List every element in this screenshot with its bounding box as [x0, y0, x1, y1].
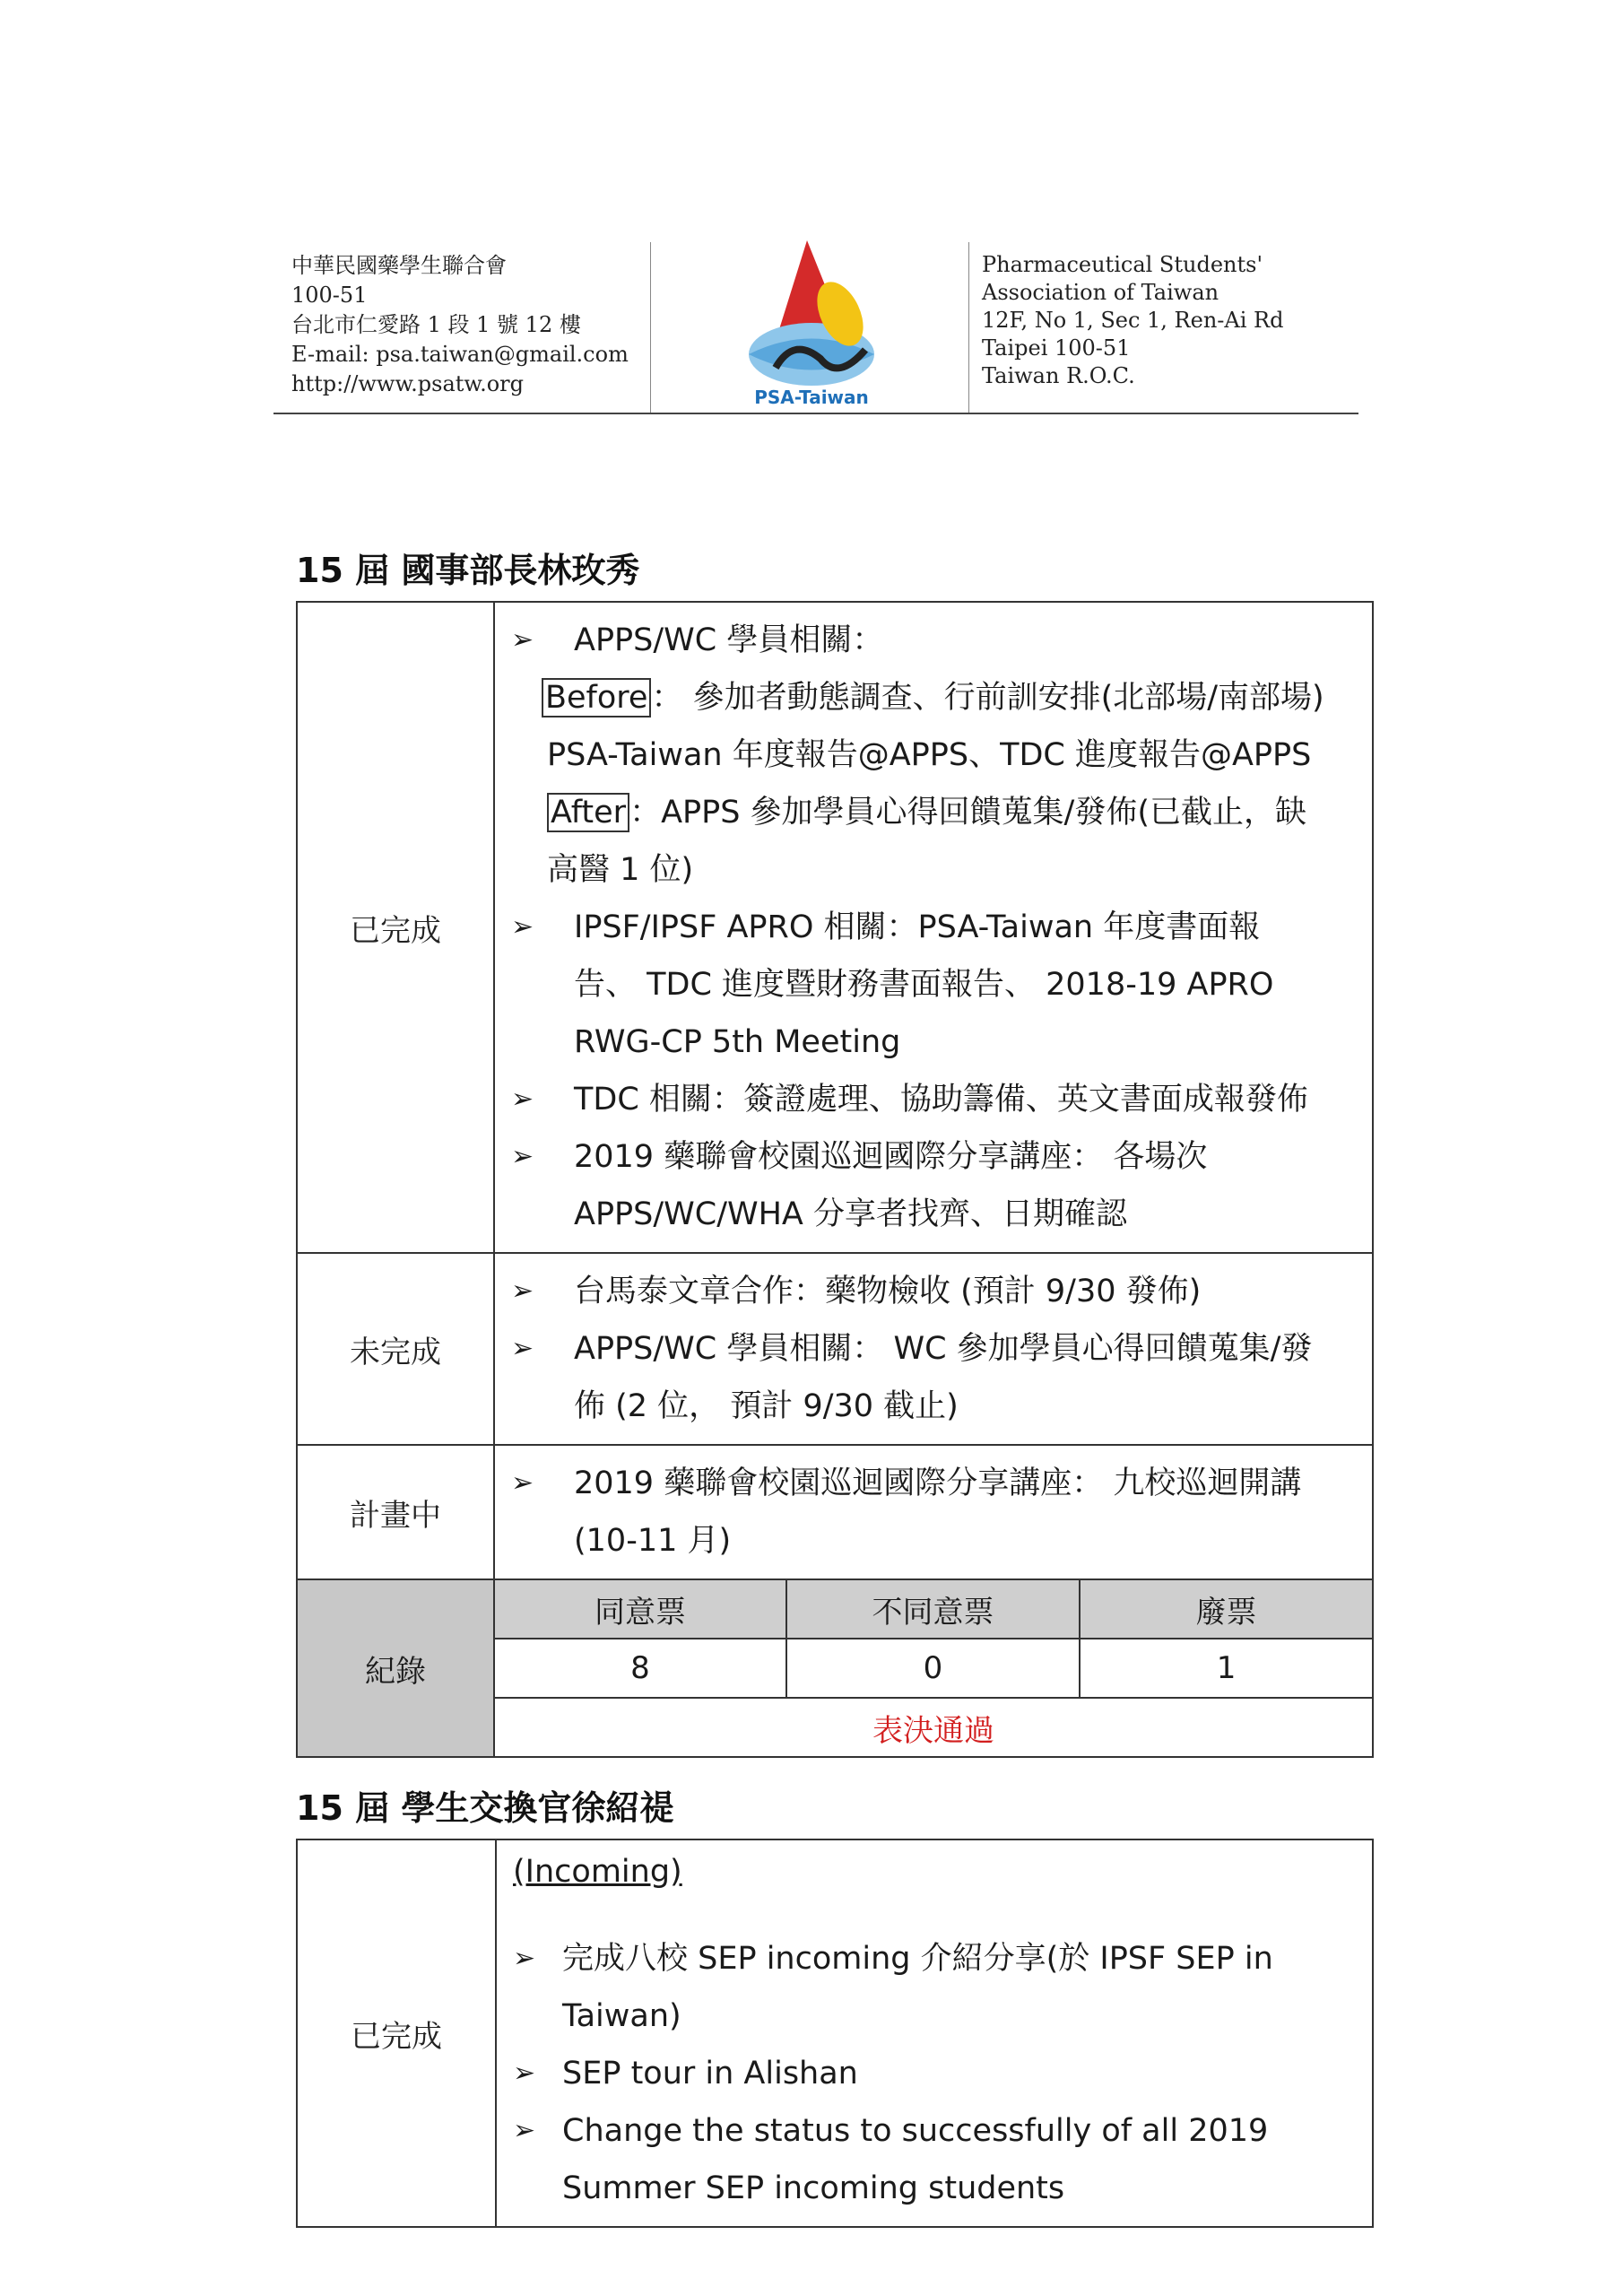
letterhead-left — [291, 251, 629, 399]
letterhead-divider-right — [968, 242, 969, 413]
list-item: ➢ IPSF/IPSF APRO 相關：PSA-Taiwan 年度書面報 — [511, 899, 1354, 956]
vote-header-row — [297, 1579, 1373, 1639]
arrowhead-bullet-icon: ➢ — [511, 1141, 534, 1172]
before-line: Before ： 參加者動態調查、行前訓安排(北部場/南部場) — [511, 669, 1354, 726]
list-item: ➢ Change the status to successfully of all 2019 — [513, 2102, 1354, 2160]
list-item-continuation: 告、 TDC 進度暨財務書面報告、 2018-19 APRO — [574, 967, 1274, 1003]
list-item-continuation: RWG-CP 5th Meeting — [574, 1024, 901, 1060]
vote-value-invalid: 1 — [1080, 1639, 1373, 1698]
completed-row — [297, 602, 1373, 1253]
arrowhead-bullet-icon: ➢ — [511, 624, 534, 656]
vote-header-agree: 同意票 — [494, 1579, 786, 1639]
exchange-completed-row — [297, 1839, 1373, 2227]
list-item-continuation: 佈 (2 位， 預計 9/30 截止) — [574, 1388, 959, 1424]
vote-value-disagree: 0 — [786, 1639, 1080, 1698]
psa-taiwan-logo — [722, 233, 901, 413]
incoming-heading: (Incoming) — [513, 1854, 682, 1890]
arrowhead-bullet-icon: ➢ — [511, 1467, 534, 1499]
after-continuation: 高醫 1 位) — [547, 852, 694, 888]
arrowhead-bullet-icon: ➢ — [511, 1333, 534, 1364]
arrowhead-bullet-icon: ➢ — [511, 1275, 534, 1307]
planning-label: 計畫中 — [297, 1445, 494, 1579]
arrowhead-bullet-icon: ➢ — [513, 1943, 536, 1974]
vote-header-invalid: 廢票 — [1080, 1579, 1373, 1639]
postal-code: 100-51 — [291, 283, 368, 308]
address-en-2: Taipei 100-51 — [982, 335, 1131, 361]
address-en-1: 12F, No 1, Sec 1, Ren-Ai Rd — [982, 308, 1284, 333]
before-tag: Before — [542, 678, 651, 718]
section1-table — [296, 601, 1374, 1758]
logo-text: PSA-Taiwan — [754, 387, 869, 408]
planning-row — [297, 1445, 1373, 1579]
list-item-continuation: (10-11 月) — [574, 1523, 732, 1559]
list-item: ➢ 2019 藥聯會校園巡迴國際分享講座： 九校巡迴開講 — [511, 1455, 1354, 1512]
address-zh: 台北市仁愛路 1 段 1 號 12 樓 — [291, 312, 581, 337]
vote-header-disagree: 不同意票 — [786, 1579, 1080, 1639]
letterhead — [273, 242, 1358, 414]
section2-title: 15 屆 學生交換官徐紹禔 — [296, 1788, 674, 1828]
org-name-en-2: Association of Taiwan — [982, 280, 1219, 305]
completed-content — [494, 602, 1373, 1253]
completed-label: 已完成 — [297, 602, 494, 1253]
list-item: ➢ 2019 藥聯會校園巡迴國際分享講座： 各場次 — [511, 1128, 1354, 1186]
report-line: PSA-Taiwan 年度報告@APPS、TDC 進度報告@APPS — [547, 737, 1312, 773]
list-item: ➢ 完成八校 SEP incoming 介紹分享(於 IPSF SEP in — [513, 1930, 1354, 1987]
list-item: ➢ APPS/WC 學員相關： — [511, 612, 1354, 669]
vote-result: 表決通過 — [494, 1698, 1373, 1757]
list-item-continuation: APPS/WC/WHA 分享者找齊、日期確認 — [574, 1196, 1127, 1232]
incomplete-label: 未完成 — [297, 1253, 494, 1445]
section2-table — [296, 1839, 1374, 2228]
email: E-mail: psa.taiwan@gmail.com — [291, 342, 629, 367]
planning-content — [494, 1445, 1373, 1579]
list-item-continuation: Taiwan) — [562, 1998, 681, 2034]
incomplete-content — [494, 1253, 1373, 1445]
record-label: 紀錄 — [297, 1579, 494, 1757]
vote-value-agree: 8 — [494, 1639, 786, 1698]
arrowhead-bullet-icon: ➢ — [511, 911, 534, 943]
website: http://www.psatw.org — [291, 371, 525, 396]
org-name-zh: 中華民國藥學生聯合會 — [291, 253, 507, 278]
list-item: ➢ TDC 相關：簽證處理、協助籌備、英文書面成報發佈 — [511, 1071, 1354, 1128]
after-tag: After — [547, 793, 629, 832]
org-name-en-1: Pharmaceutical Students' — [982, 252, 1263, 277]
incomplete-row — [297, 1253, 1373, 1445]
section1-title: 15 屆 國事部長林玫秀 — [296, 551, 640, 590]
exchange-completed-content — [496, 1839, 1373, 2227]
exchange-completed-label: 已完成 — [297, 1839, 496, 2227]
letterhead-divider-left — [650, 242, 651, 413]
spacer — [513, 1894, 1354, 1930]
arrowhead-bullet-icon: ➢ — [513, 2115, 536, 2146]
address-en-3: Taiwan R.O.C. — [982, 363, 1135, 388]
list-item: ➢ 台馬泰文章合作：藥物檢收 (預計 9/30 發佈) — [511, 1263, 1354, 1320]
letterhead-right — [982, 251, 1283, 390]
after-line: After ：APPS 參加學員心得回饋蒐集/發佈(已截止，缺 — [511, 784, 1354, 841]
arrowhead-bullet-icon: ➢ — [511, 1083, 534, 1115]
arrowhead-bullet-icon: ➢ — [513, 2057, 536, 2089]
list-item: ➢ APPS/WC 學員相關： WC 參加學員心得回饋蒐集/發 — [511, 1320, 1354, 1378]
list-item-continuation: Summer SEP incoming students — [562, 2170, 1065, 2206]
list-item: ➢ SEP tour in Alishan — [513, 2045, 1354, 2102]
